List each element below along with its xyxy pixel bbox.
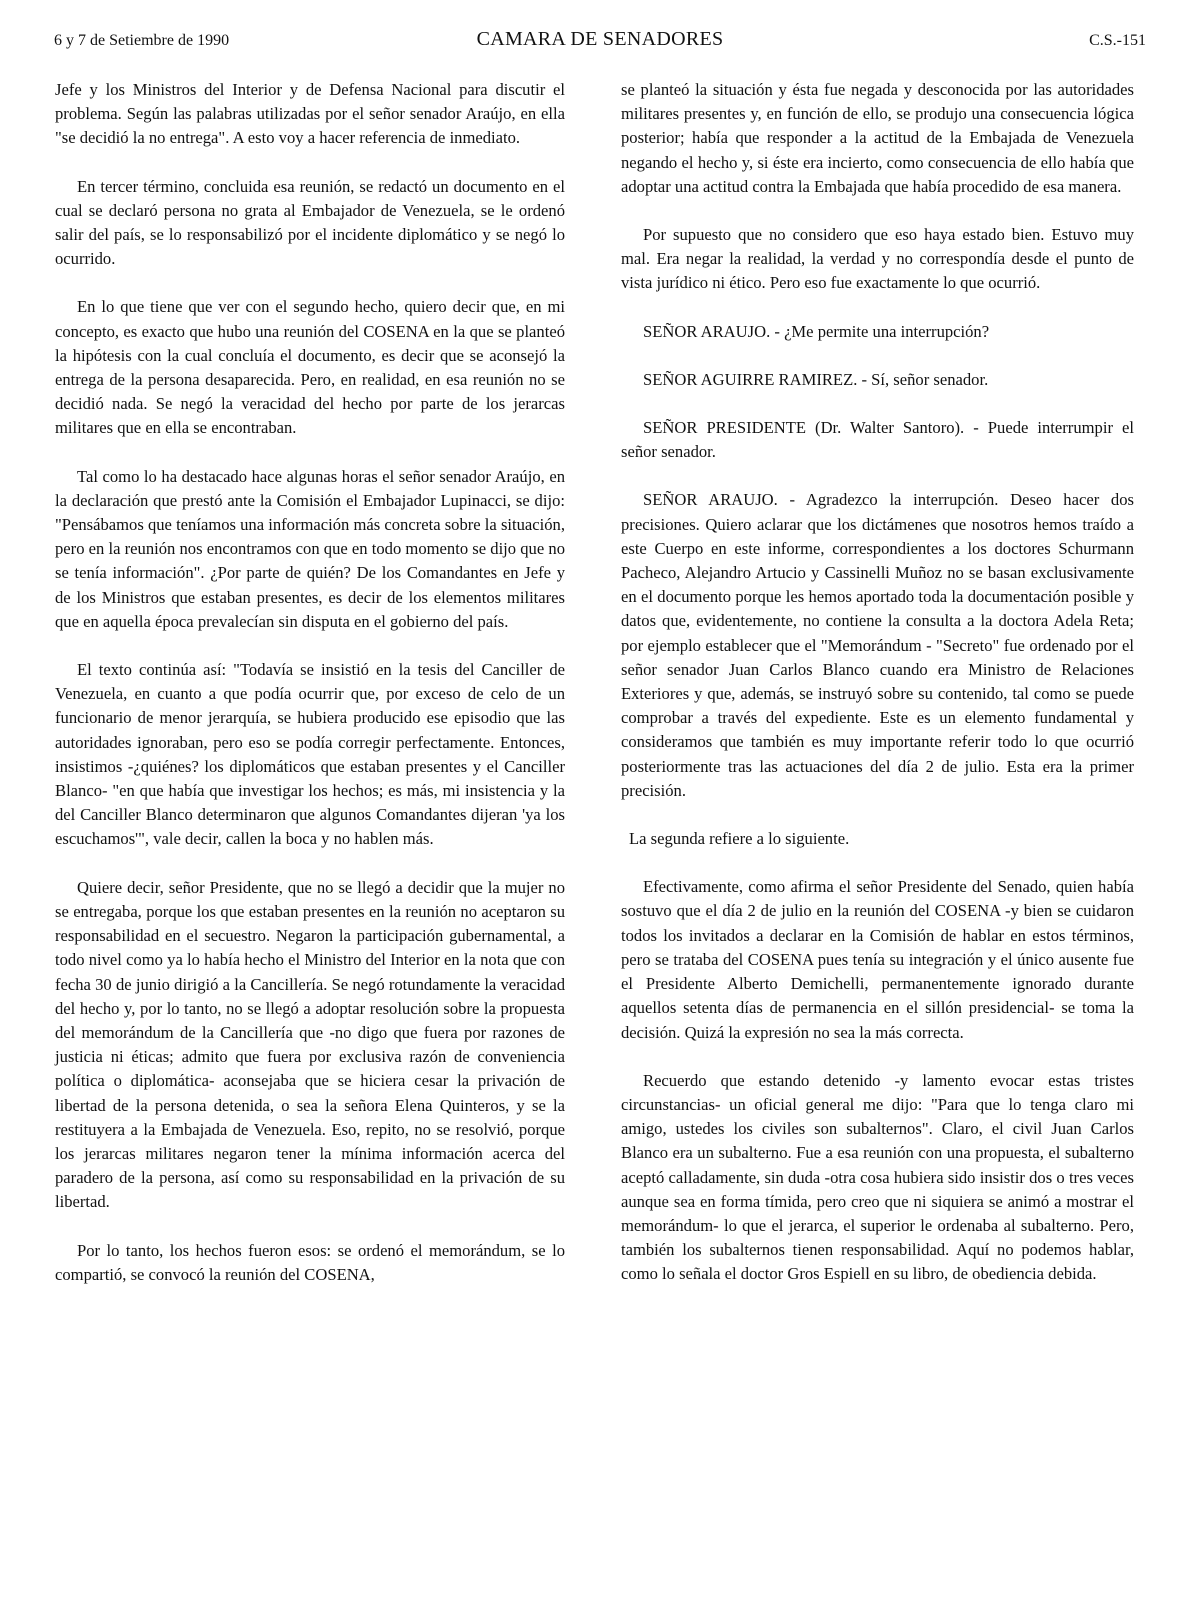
chamber-title: CAMARA DE SENADORES xyxy=(476,28,724,50)
paragraph: En lo que tiene que ver con el segundo hecho, quiero decir que, en mi concepto, es exacto que hubo una reunión del COSENA en la que se planteó la hipótesis con la cual concluía el documento, es decir que se aconsejó la entrega de la persona desaparecida. Pero, en realidad, en esa reunión no se decidió nada. Se negó la veracidad del hecho por parte de los jerarcas militares que en ella se encontraban. xyxy=(55,297,565,438)
speaker-line: SEÑOR AGUIRRE RAMIREZ. - Sí, señor senador. xyxy=(643,369,989,389)
paragraph: Recuerdo que estando detenido -y lamento evocar estas tristes circunstancias- un oficial general me dijo: "Para que lo tenga claro mi amigo, ustedes los civiles son subalternos". Claro, el civil Juan Carlos Blanco era un subalterno. Fue a esa reunión con una propuesta, el subalterno aceptó calladamente, sin duda -otra cosa hubiera sido insistir dos o tres veces aunque sea en forma tímida, pero creo que ni siquiera se animó a mostrar el memorándum- lo que el jerarca, el superior le ordenaba al subalterno. Pero, también los subalternos tienen responsabilidad. Aquí no podemos hablar, como lo señala el doctor Gros Espiell en su libro, de obediencia debida. xyxy=(621,1070,1134,1284)
paragraph: se planteó la situación y ésta fue negada y desconocida por las autoridades militares presentes y, en función de ello, se produjo una consecuencia lógica posterior; había que responder a la actitud de la Embajada de Venezuela negando el hecho y, si éste era incierto, como consecuencia de ello había que adoptar una actitud contra la Embajada que había procedido de esa manera. xyxy=(621,80,1134,196)
paragraph: Jefe y los Ministros del Interior y de Defensa Nacional para discutir el problema. Según las palabras utilizadas por el señor senador Araújo, en ella "se decidió la no entrega". A esto voy a hacer referencia de inmediato. xyxy=(55,80,565,148)
speaker-paragraph: SEÑOR ARAUJO. - Agradezco la interrupción. Deseo hacer dos precisiones. Quiero aclarar que los dictámenes que nosotros hemos traído a este Cuerpo en este informe, correspondientes a los doctores Schurmann Pacheco, Alejandro Artucio y Cassinelli Muñoz no se basan exclusivamente en el documento porque les hemos aportado toda la documentación posible y datos que, evidentemente, no contiene la consulta a la doctora Adela Reta; por ejemplo establecer que el "Memorándum - "Secreto" fue ordenado por el señor senador Juan Carlos Blanco cuando era Ministro de Relaciones Exteriores y que, además, se instruyó sobre su contenido, tal como se puede comprobar a través del expediente. Este es un elemento fundamental y consideramos que también es muy importante referir todo lo que ocurrió posteriormente tras las actuaciones del día 2 de julio. Esta era la primer precisión. xyxy=(621,490,1134,800)
left-column xyxy=(55,78,565,1311)
paragraph: Por supuesto que no considero que eso haya estado bien. Estuvo muy mal. Era negar la realidad, la verdad y no correspondía desde el punto de vista jurídico ni ético. Pero eso fue exactamente lo que ocurrió. xyxy=(621,225,1134,293)
paragraph: La segunda refiere a lo siguiente. xyxy=(629,829,850,849)
page-header xyxy=(54,28,1146,56)
paragraph: Tal como lo ha destacado hace algunas horas el señor senador Araújo, en la declaración que prestó ante la Comisión el Embajador Lupinacci, se dijo: "Pensábamos que teníamos una información más concreta sobre la situación, pero en la reunión nos encontramos con que en todo momento se dijo que no se tenía información". ¿Por parte de quién? De los Comandantes en Jefe y de los Ministros que estaban presentes, es decir de los elementos militares que en aquella época prevalecían sin disputa en el gobierno del país. xyxy=(55,466,565,631)
right-column xyxy=(621,78,1134,1311)
paragraph: Por lo tanto, los hechos fueron esos: se ordenó el memorándum, se lo compartió, se convocó la reunión del COSENA, xyxy=(55,1240,565,1284)
paragraph: Efectivamente, como afirma el señor Presidente del Senado, quien había sostuvo que el día 2 de julio en la reunión del COSENA -y bien se cuidaron todos los invitados a declarar en la Comisión de hablar en estos términos, pero se trataba del COSENA pues tenía su integración y el único ausente fue el Presidente Alberto Demichelli, permanentemente ignorado durante aquellos setenta días de permanencia en el sillón presidencial- se toma la decisión. Quizá la expresión no sea la más correcta. xyxy=(621,877,1134,1042)
paragraph: El texto continúa así: "Todavía se insistió en la tesis del Canciller de Venezuela, en cuanto a que podía ocurrir que, por exceso de celo de un funcionario de menor jerarquía, se hubiera producido ese episodio que las autoridades ignoraban, pero eso se podía corregir perfectamente. Entonces, insistimos -¿quiénes? los diplomáticos que estaban presentes y el Canciller Blanco- "en que había que investigar los hechos; es más, mi insistencia y la del Canciller Blanco determinaron que algunos Comandantes dijeran 'ya los escuchamos'", vale decir, callen la boca y no hablen más. xyxy=(55,660,565,849)
paragraph: Quiere decir, señor Presidente, que no se llegó a decidir que la mujer no se entregaba, porque los que estaban presentes en la reunión no aceptaron su responsabilidad en el secuestro. Negaron la participación gubernamental, a todo nivel como ya lo había hecho el Ministro del Interior en la nota que con fecha 30 de junio dirigió a la Cancillería. Se negó rotundamente la veracidad del hecho y, por lo tanto, no se llegó a adoptar resolución sobre la propuesta del memorándum de la Cancillería que -no digo que fuera por razones de justicia ni éticas; admito que fuera por exclusiva razón de conveniencia política o diplomática- aconsejaba que se hiciera cesar la privación de libertad de la persona detenida, o sea la señora Elena Quinteros, y se la restituyera a la Embajada de Venezuela. Eso, repito, no se resolvió, porque los jerarcas militares negaron tener la mínima información acerca del paradero de la persona, así como su responsabilidad en la privación de su libertad. xyxy=(55,877,565,1212)
page-number: C.S.-151 xyxy=(1089,32,1146,49)
speaker-line: SEÑOR PRESIDENTE (Dr. Walter Santoro). - Puede interrumpir el señor senador. xyxy=(621,418,1134,462)
paragraph: En tercer término, concluida esa reunión, se redactó un documento en el cual se declaró persona no grata al Embajador de Venezuela, se le ordenó salir del país, se lo responsabilizó por el incidente diplomático y se negó lo ocurrido. xyxy=(55,176,565,269)
session-date: 6 y 7 de Setiembre de 1990 xyxy=(54,32,230,49)
speaker-line: SEÑOR ARAUJO. - ¿Me permite una interrupción? xyxy=(643,321,990,341)
